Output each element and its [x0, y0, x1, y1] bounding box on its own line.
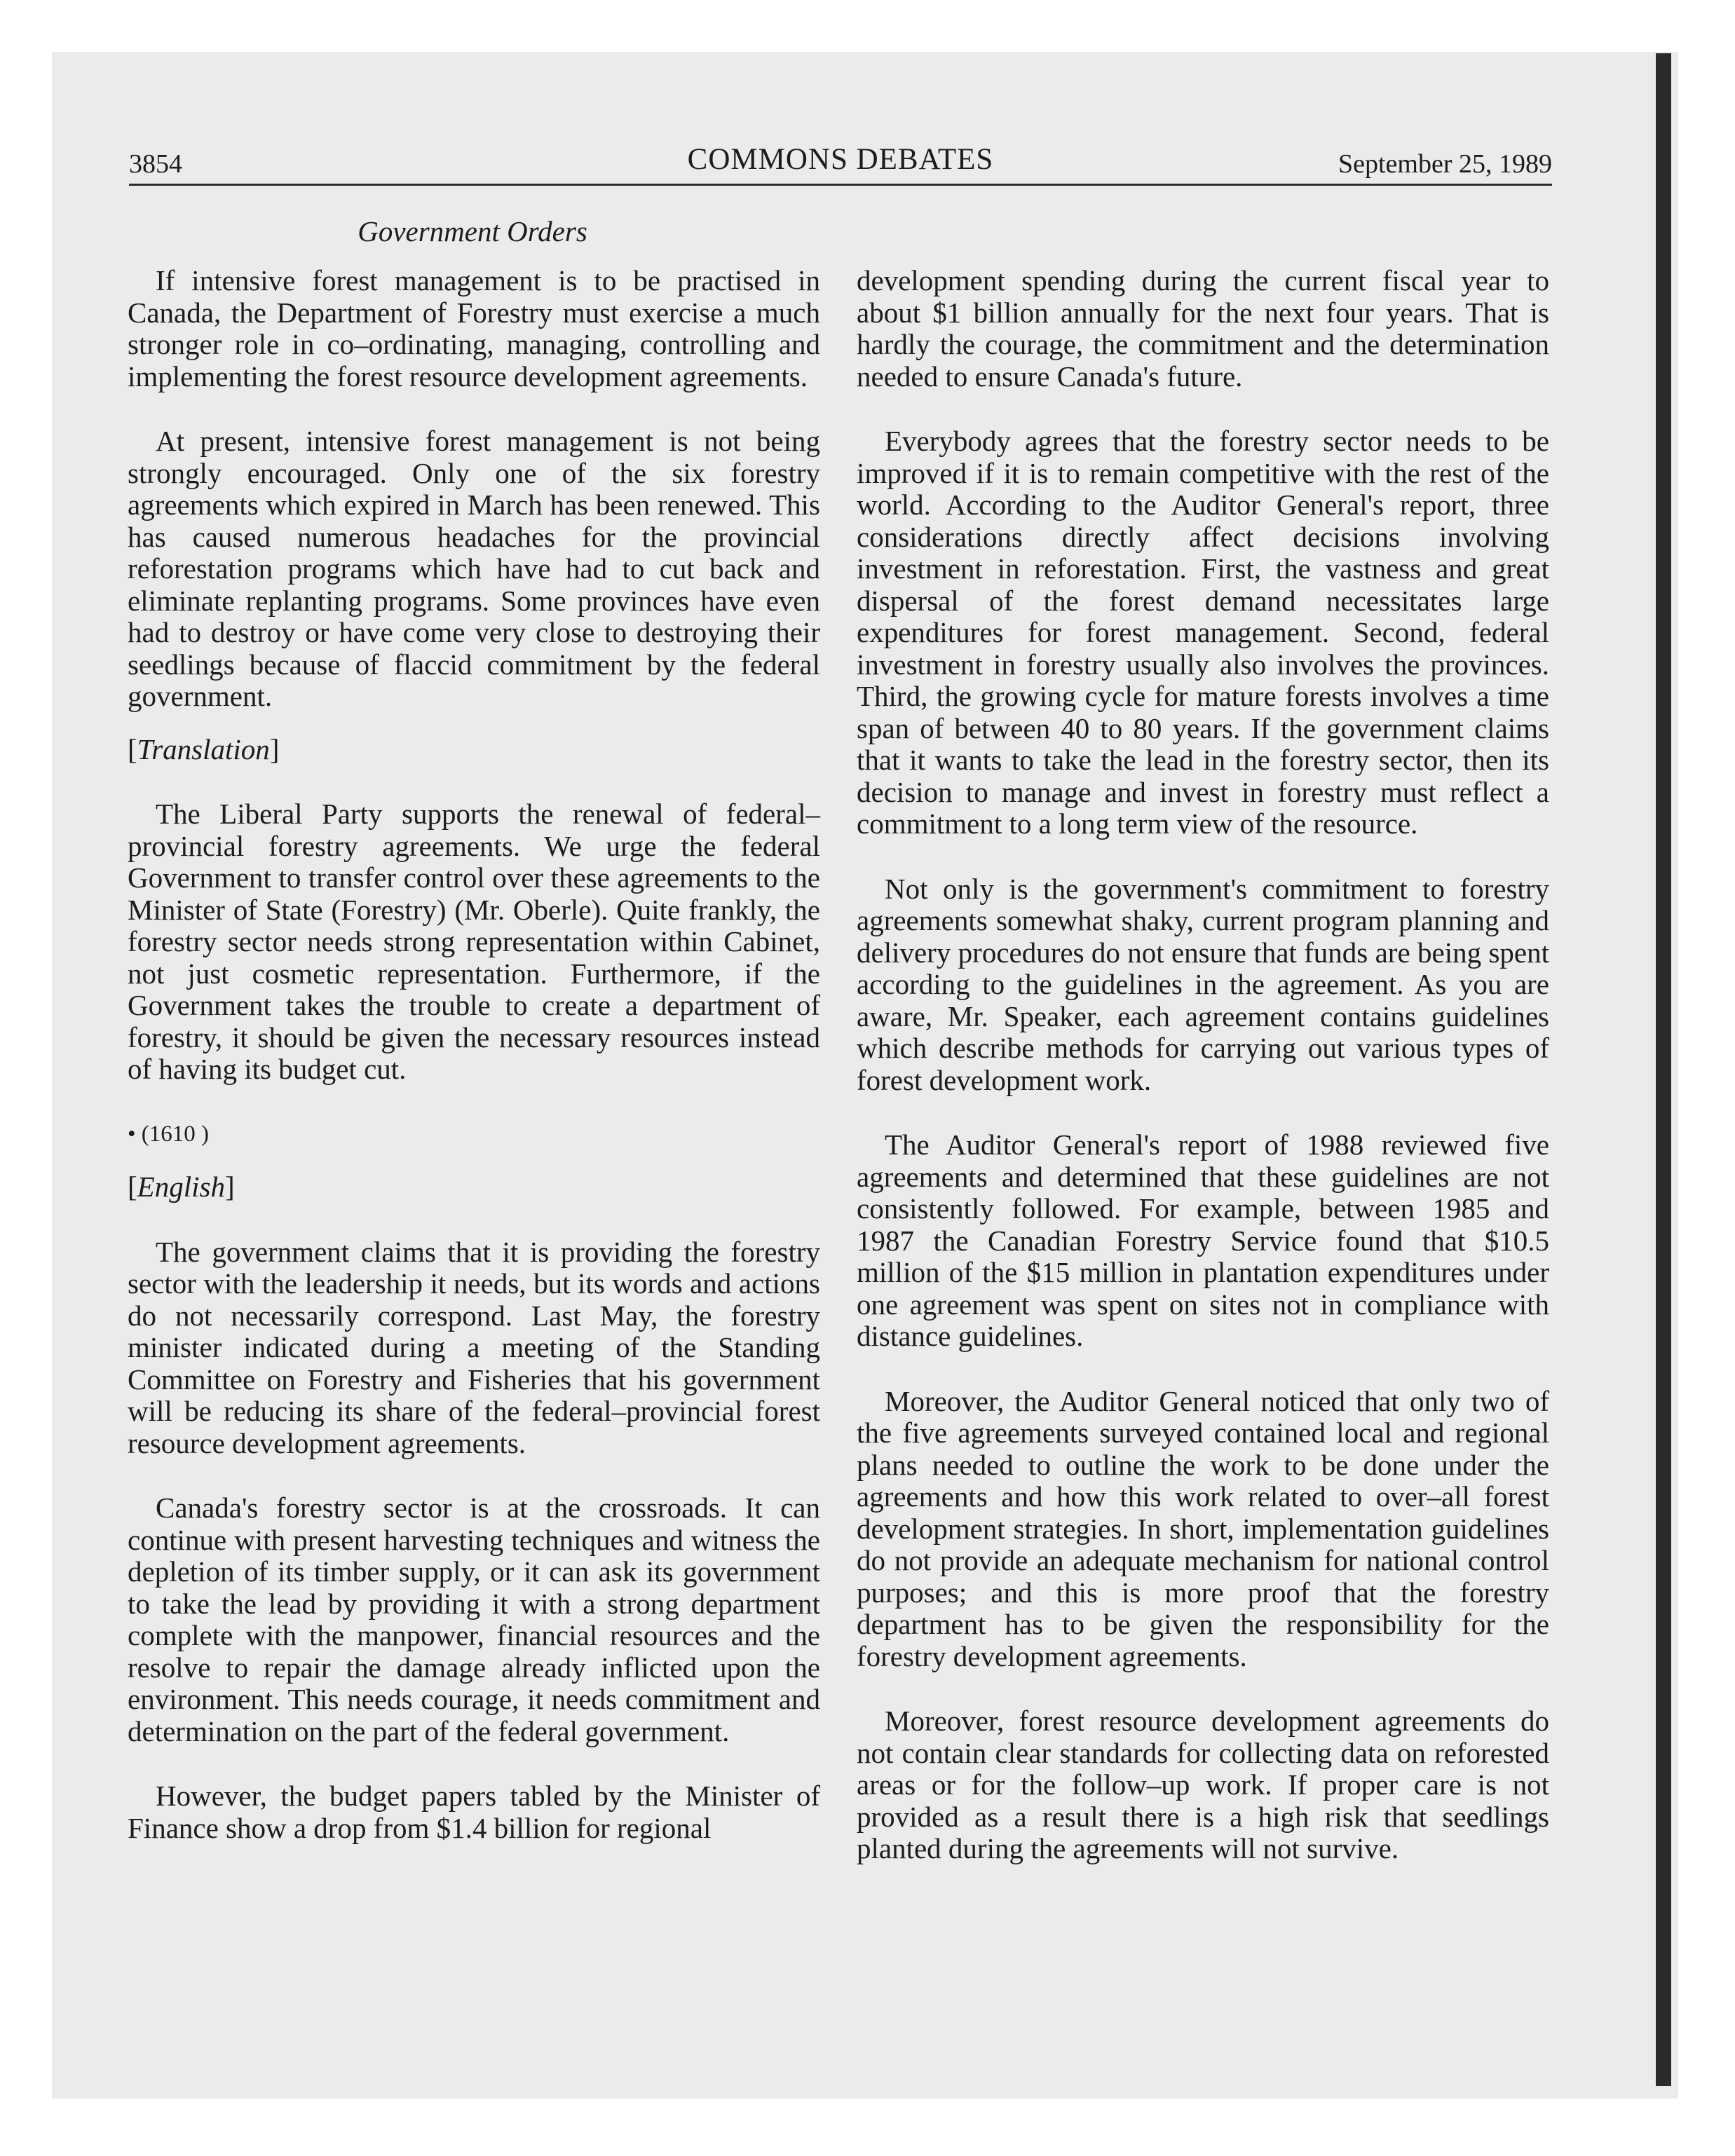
header-rule	[129, 184, 1552, 186]
time-marker: • (1610 )	[128, 1121, 210, 1147]
paragraph: The Auditor General's report of 1988 reviewed five agreements and determined that these guidelines are not consistently followed. For example, between 1985 and 1987 the Canadian Forestry Service found that $10.5 million of the $15 million in plantation expenditures under one agreement was spent on sites not in compliance with distance guidelines.	[857, 1128, 1549, 1352]
publication-title: COMMONS DEBATES	[687, 143, 994, 176]
publication-date: September 25, 1989	[1338, 149, 1552, 179]
paragraph: However, the budget papers tabled by the Minister of Finance show a drop from $1.4 billion for regional	[128, 1780, 820, 1844]
translation-tag-text: Translation	[137, 732, 270, 765]
paragraph: The government claims that it is providing the forestry sector with the leadership it needs, but its words and actions do not necessarily correspond. Last May, the forestry minister indicated during a meeting of the Standing Committee on Forestry and Fisheries that his government will be reducing its share of the federal–provincial forest resource development agreements.	[128, 1235, 820, 1459]
paragraph-continued: development spending during the current fiscal year to about $1 billion annually for the next four years. That is hardly the courage, the commitment and the determination needed to ensure Canada's future.	[857, 264, 1549, 393]
section-heading: Government Orders	[358, 215, 587, 247]
english-tag: [English]	[128, 1171, 235, 1203]
english-tag-text: English	[137, 1171, 225, 1203]
paragraph: Canada's forestry sector is at the crossroads. It can continue with present harvesting techniques and witness the depletion of its timber supply, or it can ask its government to take the lead by providing it with a strong department complete with the manpower, financial resources and the resolve to repair the damage already inflicted upon the environment. This needs courage, it needs commitment and determination on the part of the federal government.	[128, 1492, 820, 1747]
paragraph: If intensive forest management is to be practised in Canada, the Department of Forestry must exercise a much stronger role in co–ordinating, managing, controlling and implementing the forest resource development agreements.	[128, 264, 820, 393]
paragraph: Moreover, the Auditor General noticed that only two of the five agreements surveyed contained local and regional plans needed to outline the work to be done under the agreements and how this work related to over–all forest development strategies. In short, implementation guidelines do not provide an adequate mechanism for national control purposes; and this is more proof that the forestry department has to be given the responsibility for the forestry development agreements.	[857, 1384, 1549, 1672]
page-number: 3854	[129, 149, 182, 179]
right-column	[857, 265, 1549, 1865]
paragraph: Moreover, forest resource development agreements do not contain clear standards for collecting data on reforested areas or for the follow–up work. If proper care is not provided as a result there is a high risk that seedlings planted during the agreements will not survive.	[857, 1705, 1549, 1864]
paragraph: At present, intensive forest management is not being strongly encouraged. Only one of the six forestry agreements which expired in March has been renewed. This has caused numerous headaches for the provincial reforestation programs which have had to cut back and eliminate replanting programs. Some provinces have even had to destroy or have come very close to destroying their seedlings because of flaccid commitment by the federal government.	[128, 425, 820, 712]
paragraph: The Liberal Party supports the renewal of federal–provincial forestry agreements. We urge the federal Government to transfer control over these agreements to the Minister of State (Forestry) (Mr. Oberle). Quite frankly, the forestry sector needs strong representation within Cabinet, not just cosmetic representation. Furthermore, if the Government takes the trouble to create a department of forestry, it should be given the necessary resources instead of having its budget cut.	[128, 798, 820, 1085]
paragraph: Not only is the government's commitment to forestry agreements somewhat shaky, current program planning and delivery procedures do not ensure that funds are being spent according to the guidelines in the agreement. As you are aware, Mr. Speaker, each agreement contains guidelines which describe methods for carrying out various types of forest development work.	[857, 872, 1549, 1096]
left-column	[128, 265, 820, 1844]
paragraph: Everybody agrees that the forestry sector needs to be improved if it is to remain competitive with the rest of the world. According to the Auditor General's report, three considerations directly affect decisions involving investment in reforestation. First, the vastness and great dispersal of the forest demand necessitates large expenditures for forest management. Second, federal investment in forestry usually also involves the provinces. Third, the growing cycle for mature forests involves a time span of between 40 to 80 years. If the government claims that it wants to take the lead in the forestry sector, then its decision to manage and invest in forestry must reflect a commitment to a long term view of the resource.	[857, 425, 1549, 840]
translation-tag: [Translation]	[128, 732, 280, 765]
page-header	[129, 143, 1552, 185]
